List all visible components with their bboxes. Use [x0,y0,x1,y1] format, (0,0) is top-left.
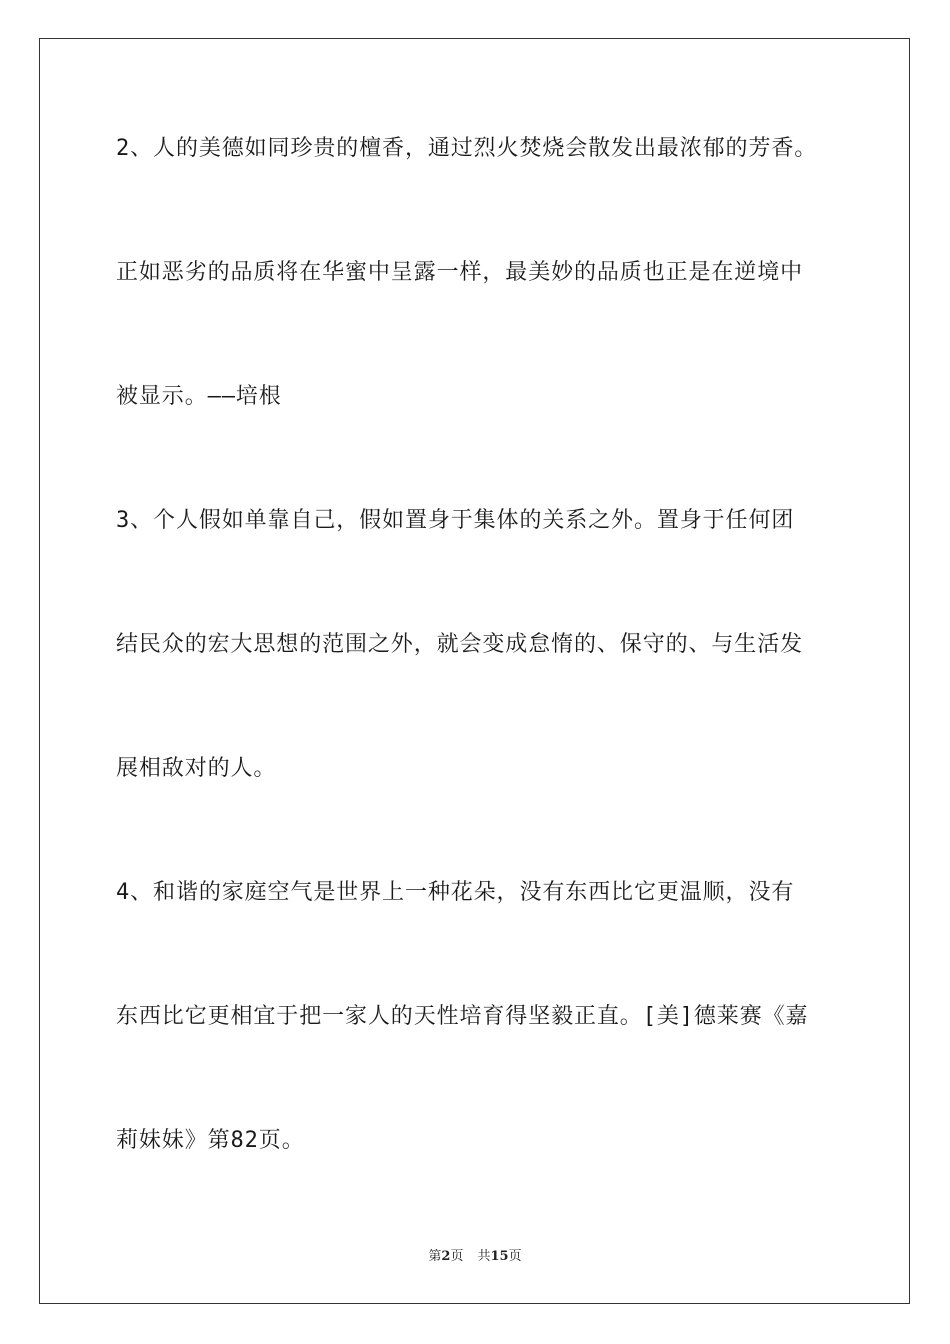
total-pages: 15 [490,1249,509,1264]
current-page: 2 [441,1249,451,1264]
text-line-1: 2、人的美德如同珍贵的檀香，通过烈火焚烧会散发出最浓郁的芳香。 [116,136,818,161]
text-line-8: 东西比它更相宜于把一家人的天性培育得坚毅正直。[美]德莱赛《嘉 [116,1004,809,1029]
page-prefix: 第 [428,1249,442,1264]
text-line-5: 结民众的宏大思想的范围之外，就会变成怠惰的、保守的、与生活发 [116,632,804,657]
text-line-3: 被显示。——培根 [116,384,282,409]
text-line-9: 莉妹妹》第82页。 [116,1128,305,1153]
total-prefix: 共 [477,1249,491,1264]
text-line-7: 4、和谐的家庭空气是世界上一种花朵，没有东西比它更温顺，没有 [116,880,795,905]
page-footer [0,1248,950,1266]
page-border [39,38,910,1304]
text-line-4: 3、个人假如单靠自己，假如置身于集体的关系之外。置身于任何团 [116,508,795,533]
page-total [477,1249,521,1264]
text-line-2: 正如恶劣的品质将在华蜜中呈露一样，最美妙的品质也正是在逆境中 [116,260,804,285]
page-suffix: 页 [450,1249,464,1264]
text-line-6: 展相敌对的人。 [116,756,277,781]
page-number [428,1249,463,1264]
total-suffix: 页 [508,1249,522,1264]
